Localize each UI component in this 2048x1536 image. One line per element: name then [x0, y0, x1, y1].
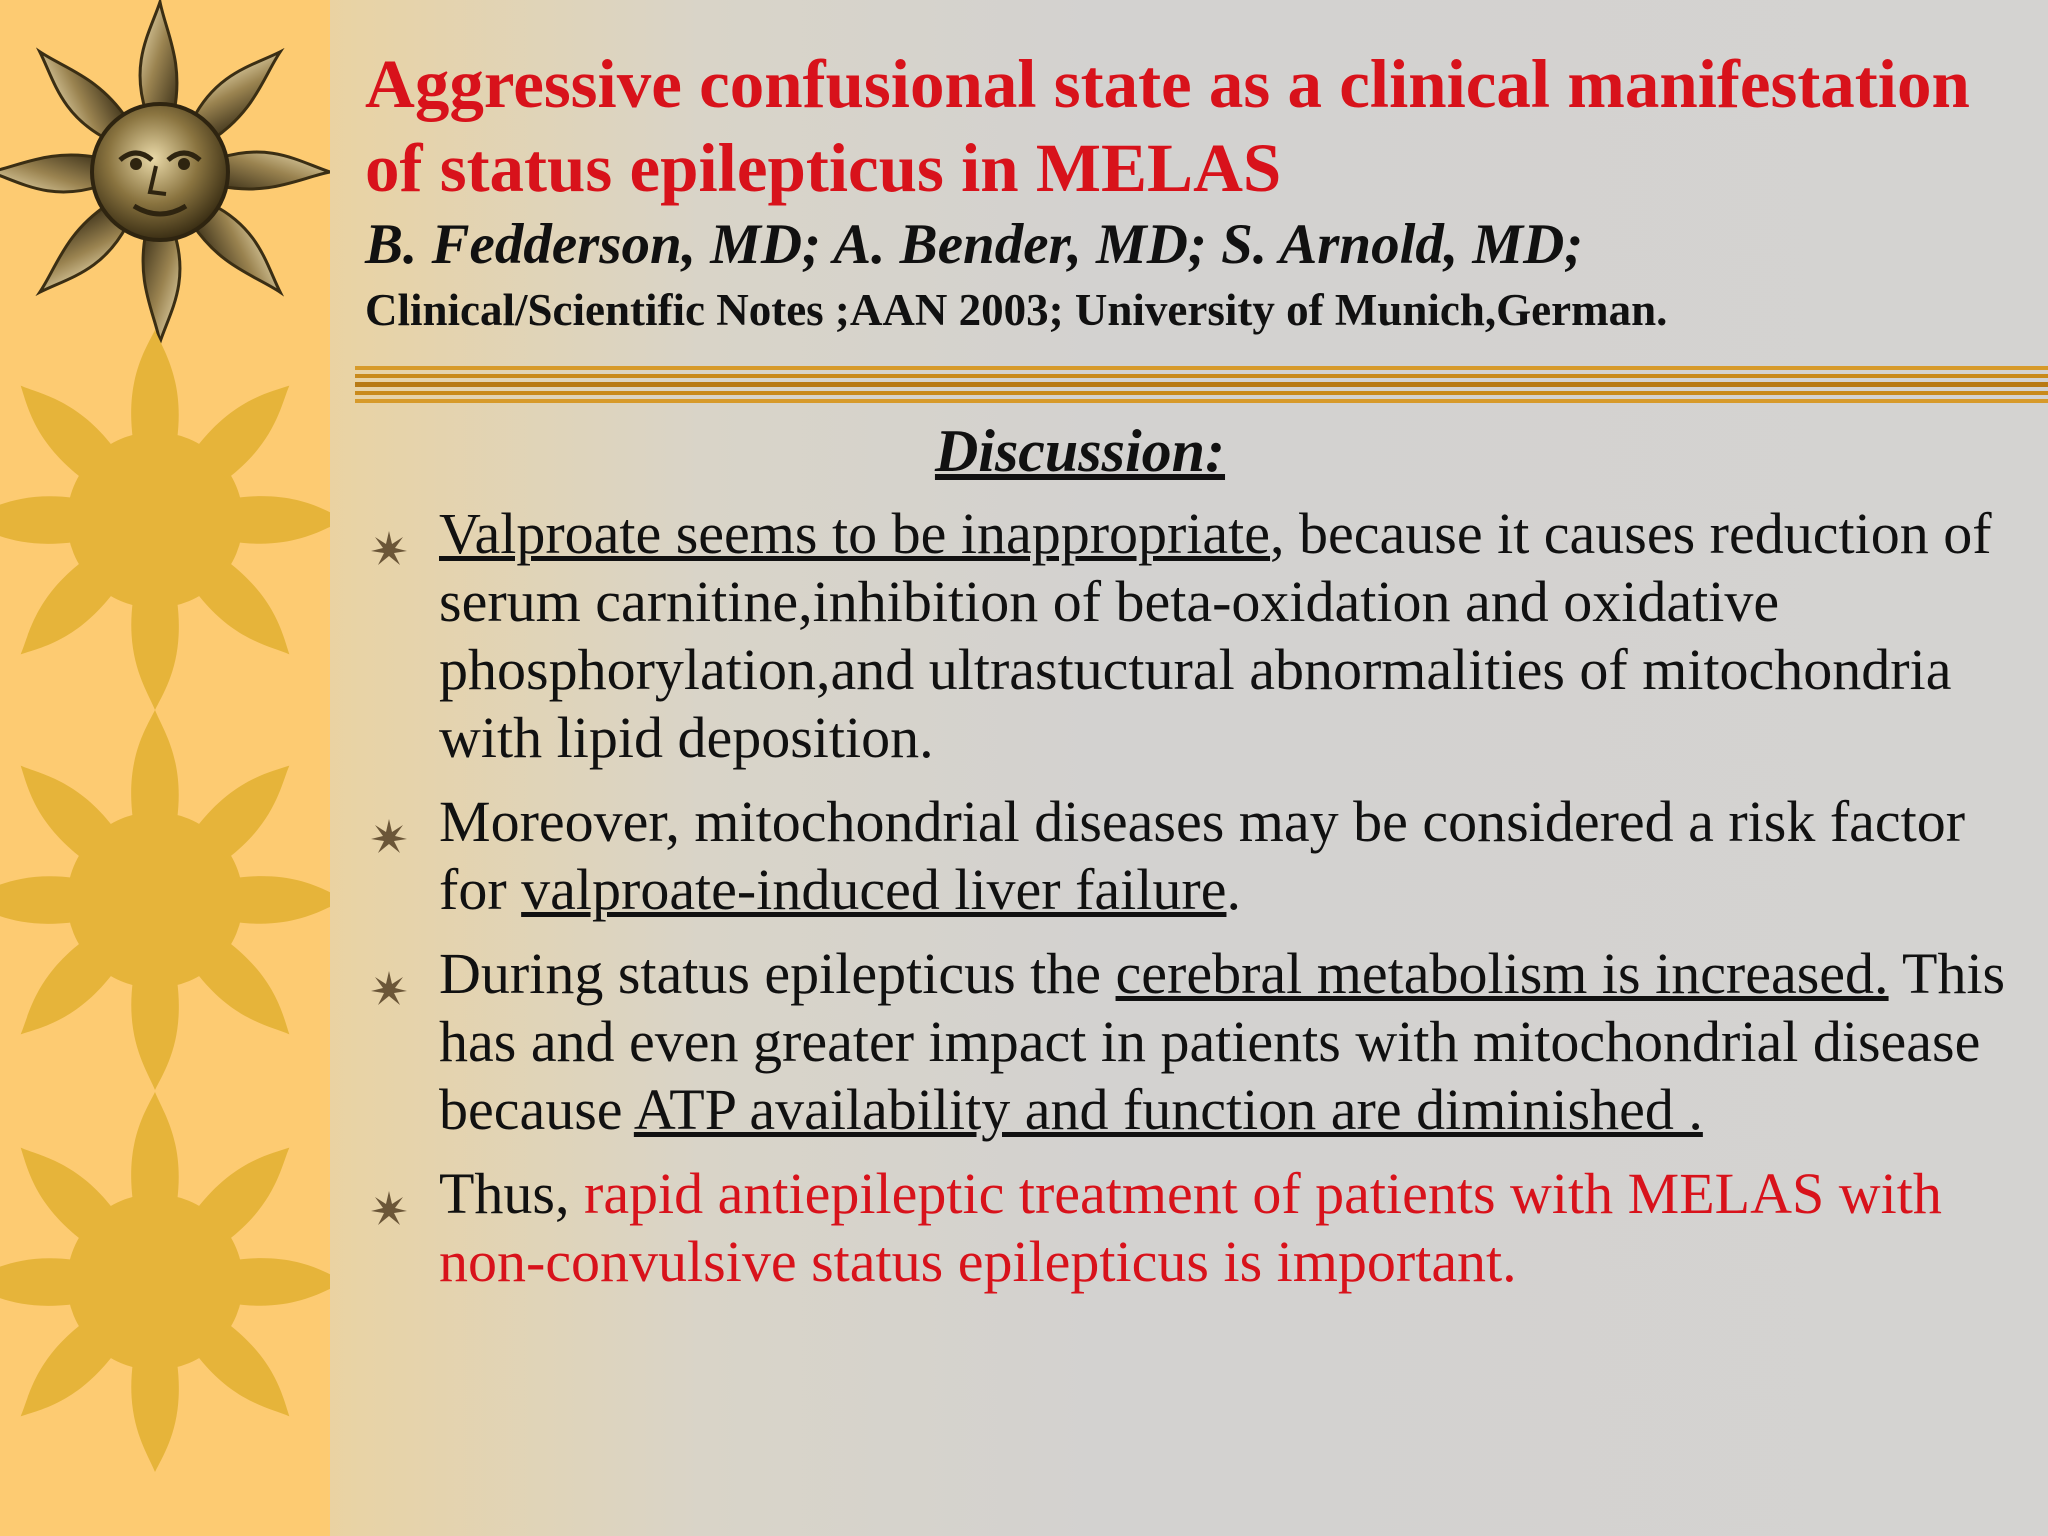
title-area	[365, 42, 2025, 340]
star-bullet-icon	[369, 804, 409, 844]
underlined-text: valproate-induced liver failure	[521, 857, 1227, 922]
slide-authors: B. Fedderson, MD; A. Bender, MD; S. Arnold, MD;	[365, 213, 1584, 276]
sun-icon	[0, 1092, 330, 1472]
sun-icon	[0, 330, 330, 710]
sun-face-icon	[0, 2, 330, 342]
sun-icon	[0, 710, 330, 1090]
bullet-item	[365, 940, 2015, 1144]
underlined-text: ATP availability and function are diminished .	[633, 1077, 1703, 1142]
star-bullet-icon	[369, 1176, 409, 1216]
star-bullet-icon	[369, 516, 409, 556]
bullet-text: .	[1226, 857, 1241, 922]
bullet-list	[365, 500, 2015, 1312]
title-divider	[355, 366, 2048, 408]
bullet-text: This has and even greater impact in patients with mitochondrial disease because	[439, 941, 2006, 1142]
bullet-text: During status epilepticus the	[439, 941, 1116, 1006]
bullet-item	[365, 500, 2015, 772]
bullet-item	[365, 788, 2015, 924]
emphasis-text: rapid antiepileptic treatment of patients with MELAS with non-convulsive status epilepticus is important.	[439, 1161, 1942, 1294]
bullet-text: Moreover, mitochondrial diseases may be considered a risk factor for	[439, 789, 1966, 922]
star-bullet-icon	[369, 956, 409, 996]
bullet-text: , because it causes reduction of serum carnitine,inhibition of beta-oxidation and oxidative phosphorylation,and ultrastuctural abnormalities of mitochondria with lipid deposition.	[439, 501, 1992, 770]
decorative-suns	[0, 0, 330, 1536]
bullet-item	[365, 1160, 2015, 1296]
bullet-text: Thus,	[439, 1161, 584, 1226]
slide-source: Clinical/Scientific Notes ;AAN 2003; University of Munich,German.	[365, 285, 1668, 335]
underlined-text: cerebral metabolism is increased.	[1115, 941, 1889, 1006]
slide-title: Aggressive confusional state as a clinical manifestation of status epilepticus in MELAS	[365, 46, 1970, 206]
discussion-heading: Discussion:	[934, 418, 1226, 484]
underlined-text: Valproate seems to be inappropriate	[439, 501, 1271, 566]
